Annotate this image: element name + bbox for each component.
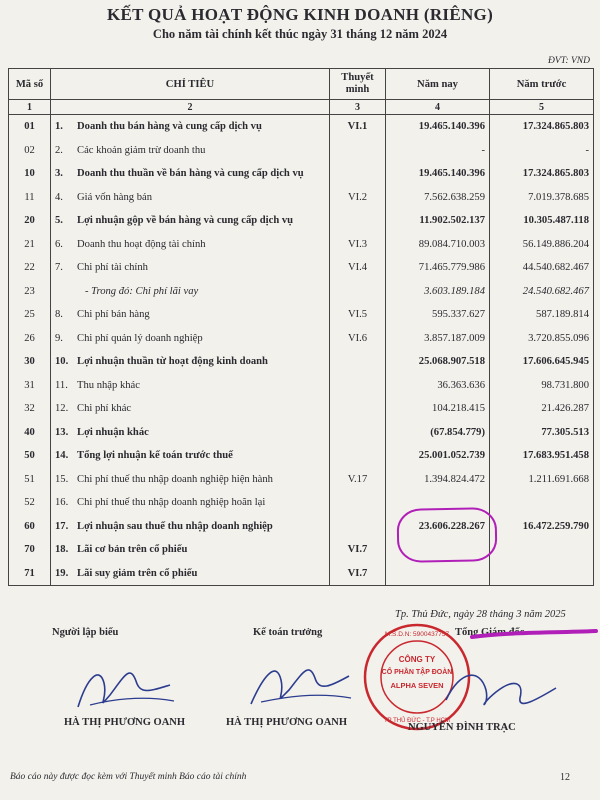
row-label [51, 444, 330, 468]
accountant-name: HÀ THỊ PHƯƠNG OANH [226, 717, 348, 728]
row-current-year: 595.337.627 [386, 303, 490, 327]
row-code: 70 [9, 538, 51, 562]
row-label [51, 538, 330, 562]
row-code: 02 [9, 139, 51, 163]
row-number: 7. [55, 262, 63, 274]
row-prior-year: - [490, 139, 594, 163]
row-current-year: 36.363.636 [386, 374, 490, 398]
row-code: 23 [9, 280, 51, 304]
header-prior-year: Năm trước [490, 69, 594, 100]
row-label [51, 162, 330, 186]
row-code: 52 [9, 491, 51, 515]
row-code: 26 [9, 327, 51, 351]
row-prior-year: 16.472.259.790 [490, 515, 594, 539]
row-number: 10. [55, 356, 69, 368]
row-prior-year: 98.731.800 [490, 374, 594, 398]
preparer-signature [70, 655, 180, 715]
row-label [51, 350, 330, 374]
director-name: NGUYỄN ĐÌNH TRẠC [408, 722, 516, 733]
table-row [9, 562, 594, 586]
col-index: 4 [386, 100, 490, 115]
row-code: 51 [9, 468, 51, 492]
report-title: KẾT QUẢ HOẠT ĐỘNG KINH DOANH (RIÊNG) [106, 5, 494, 24]
row-label [51, 397, 330, 421]
row-note: VI.4 [330, 256, 386, 280]
row-label [51, 233, 330, 257]
table-row [9, 115, 594, 139]
row-number: 4. [55, 191, 63, 203]
row-note: VI.3 [330, 233, 386, 257]
row-label-text: Tổng lợi nhuận kế toán trước thuế [77, 450, 233, 462]
row-code: 32 [9, 397, 51, 421]
row-note [330, 280, 386, 304]
row-note: VI.7 [330, 562, 386, 586]
row-current-year: 23.606.228.267 [386, 515, 490, 539]
currency-unit: ĐVT: VND [548, 56, 590, 66]
row-number: 8. [55, 309, 63, 321]
row-label [51, 327, 330, 351]
row-note: VI.1 [330, 115, 386, 139]
row-prior-year: 3.720.855.096 [490, 327, 594, 351]
row-label-text: Lợi nhuận khác [77, 426, 149, 438]
row-note [330, 515, 386, 539]
row-label-text: - Trong đó: Chi phí lãi vay [85, 285, 199, 297]
row-note: VI.6 [330, 327, 386, 351]
row-code: 71 [9, 562, 51, 586]
marker-strike [470, 628, 600, 642]
row-number: 14. [55, 450, 69, 462]
row-prior-year: 1.211.691.668 [490, 468, 594, 492]
row-label-text: Các khoản giảm trừ doanh thu [77, 144, 206, 156]
table-row [9, 397, 594, 421]
row-number: 17. [55, 520, 69, 532]
row-number: 15. [55, 473, 69, 485]
table-row [9, 444, 594, 468]
report-subtitle: Cho năm tài chính kết thúc ngày 31 tháng 12 năm 2024 [152, 27, 448, 41]
row-prior-year [490, 538, 594, 562]
row-label-text: Chi phí thuế thu nhập doanh nghiệp hiện hành [77, 473, 273, 485]
row-current-year: 25.001.052.739 [386, 444, 490, 468]
row-label-text: Lợi nhuận gộp về bán hàng và cung cấp dịch vụ [77, 215, 294, 227]
row-current-year: 1.394.824.472 [386, 468, 490, 492]
page-number: 12 [560, 772, 570, 783]
row-number: 19. [55, 567, 69, 579]
row-number: 11. [55, 379, 68, 391]
row-prior-year: 17.324.865.803 [490, 115, 594, 139]
row-number: 6. [55, 238, 63, 250]
row-prior-year: 17.324.865.803 [490, 162, 594, 186]
row-code: 21 [9, 233, 51, 257]
row-number: 2. [55, 144, 63, 156]
row-label-text: Lợi nhuận thuần từ hoạt động kinh doanh [77, 356, 268, 368]
row-label [51, 115, 330, 139]
row-prior-year: 56.149.886.204 [490, 233, 594, 257]
row-prior-year: 77.305.513 [490, 421, 594, 445]
row-code: 50 [9, 444, 51, 468]
row-label [51, 186, 330, 210]
col-index: 5 [490, 100, 594, 115]
table-row [9, 303, 594, 327]
row-code: 22 [9, 256, 51, 280]
svg-text:CÔNG TY: CÔNG TY [398, 655, 436, 664]
row-note [330, 421, 386, 445]
row-label [51, 139, 330, 163]
row-prior-year [490, 491, 594, 515]
row-label-text: Chi phí bán hàng [77, 309, 150, 321]
row-note [330, 374, 386, 398]
row-current-year: 25.068.907.518 [386, 350, 490, 374]
table-row [9, 515, 594, 539]
table-row [9, 374, 594, 398]
row-label [51, 256, 330, 280]
footnote: Báo cáo này được đọc kèm với Thuyết minh Báo cáo tài chính [10, 772, 247, 782]
row-current-year: 19.465.140.396 [386, 162, 490, 186]
row-label-text: Lãi suy giảm trên cổ phiếu [77, 567, 198, 579]
row-number: 13. [55, 426, 69, 438]
director-role: Tổng Giám đốc [455, 627, 525, 638]
row-code: 60 [9, 515, 51, 539]
row-label-text: Doanh thu hoạt động tài chính [77, 238, 206, 250]
preparer-name: HÀ THỊ PHƯƠNG OANH [64, 717, 186, 728]
row-code: 01 [9, 115, 51, 139]
row-current-year: 3.857.187.009 [386, 327, 490, 351]
row-current-year: 89.084.710.003 [386, 233, 490, 257]
row-current-year: 11.902.502.137 [386, 209, 490, 233]
row-note [330, 350, 386, 374]
row-current-year: 3.603.189.184 [386, 280, 490, 304]
svg-text:TP THỦ ĐỨC - T.P HCM: TP THỦ ĐỨC - T.P HCM [383, 718, 451, 724]
preparer-role: Người lập biểu [52, 627, 119, 638]
row-current-year: 19.465.140.396 [386, 115, 490, 139]
row-prior-year: 24.540.682.467 [490, 280, 594, 304]
table-row [9, 256, 594, 280]
row-label [51, 303, 330, 327]
row-prior-year: 17.683.951.458 [490, 444, 594, 468]
accountant-role: Kế toán trưởng [253, 627, 323, 638]
row-label [51, 209, 330, 233]
row-note [330, 491, 386, 515]
table-row [9, 538, 594, 562]
row-label-text: Chi phí khác [77, 403, 132, 415]
row-current-year [386, 562, 490, 586]
col-index: 1 [9, 100, 51, 115]
row-code: 11 [9, 186, 51, 210]
row-prior-year: 17.606.645.945 [490, 350, 594, 374]
director-signature [440, 660, 560, 720]
row-number: 18. [55, 544, 69, 556]
row-current-year: (67.854.779) [386, 421, 490, 445]
row-note: VI.7 [330, 538, 386, 562]
row-label-text: Lợi nhuận sau thuế thu nhập doanh nghiệp [77, 520, 273, 532]
row-label [51, 421, 330, 445]
header-code: Mã số [9, 69, 51, 100]
header-item: CHỈ TIÊU [51, 69, 330, 100]
row-label-text: Chi phí tài chính [77, 262, 148, 274]
row-code: 10 [9, 162, 51, 186]
svg-text:ALPHA SEVEN: ALPHA SEVEN [390, 681, 444, 690]
row-label-text: Chi phí quản lý doanh nghiệp [77, 332, 203, 344]
table-row [9, 327, 594, 351]
svg-text:M.S.D.N: 5900437757: M.S.D.N: 5900437757 [384, 631, 450, 638]
table-row [9, 421, 594, 445]
row-label-text: Lãi cơ bản trên cổ phiếu [77, 544, 188, 556]
signing-date: Tp. Thủ Đức, ngày 28 tháng 3 năm 2025 [395, 609, 566, 620]
row-code: 25 [9, 303, 51, 327]
row-code: 31 [9, 374, 51, 398]
row-code: 20 [9, 209, 51, 233]
highlight-circle [397, 507, 498, 563]
row-label [51, 374, 330, 398]
row-current-year: 104.218.415 [386, 397, 490, 421]
row-note [330, 444, 386, 468]
table-row [9, 280, 594, 304]
table-row [9, 491, 594, 515]
row-number: 16. [55, 497, 69, 509]
row-prior-year: 21.426.287 [490, 397, 594, 421]
row-prior-year: 10.305.487.118 [490, 209, 594, 233]
header-current-year: Năm nay [386, 69, 490, 100]
row-label-text: Giá vốn hàng bán [77, 191, 153, 203]
header-note: Thuyết minh [330, 69, 386, 100]
row-note: VI.5 [330, 303, 386, 327]
row-note: V.17 [330, 468, 386, 492]
income-statement-table [8, 68, 594, 586]
row-label [51, 491, 330, 515]
row-note: VI.2 [330, 186, 386, 210]
table-row [9, 209, 594, 233]
row-note [330, 139, 386, 163]
row-prior-year: 44.540.682.467 [490, 256, 594, 280]
row-label [51, 515, 330, 539]
row-prior-year [490, 562, 594, 586]
table-row [9, 233, 594, 257]
svg-text:CỔ PHẦN TẬP ĐOÀN: CỔ PHẦN TẬP ĐOÀN [381, 669, 453, 676]
row-number: 12. [55, 403, 69, 415]
row-current-year: 71.465.779.986 [386, 256, 490, 280]
row-code: 40 [9, 421, 51, 445]
table-row [9, 468, 594, 492]
table-row [9, 162, 594, 186]
col-index: 3 [330, 100, 386, 115]
row-number: 5. [55, 215, 63, 227]
row-label [51, 562, 330, 586]
row-label-text: Chi phí thuế thu nhập doanh nghiệp hoãn lại [77, 497, 266, 509]
row-number: 9. [55, 332, 63, 344]
row-label-text: Doanh thu bán hàng và cung cấp dịch vụ [77, 121, 262, 133]
row-label-text: Doanh thu thuần về bán hàng và cung cấp dịch vụ [77, 168, 304, 180]
row-code: 30 [9, 350, 51, 374]
col-index: 2 [51, 100, 330, 115]
row-number: 3. [55, 168, 63, 180]
table-row [9, 186, 594, 210]
row-label-text: Thu nhập khác [77, 379, 140, 391]
row-label [51, 468, 330, 492]
table-row [9, 139, 594, 163]
row-note [330, 397, 386, 421]
row-note [330, 209, 386, 233]
row-current-year: 7.562.638.259 [386, 186, 490, 210]
row-label [51, 280, 330, 304]
row-prior-year: 587.189.814 [490, 303, 594, 327]
row-current-year: - [386, 139, 490, 163]
row-prior-year: 7.019.378.685 [490, 186, 594, 210]
table-row [9, 350, 594, 374]
row-number: 1. [55, 121, 63, 133]
row-note [330, 162, 386, 186]
accountant-signature [245, 650, 355, 712]
